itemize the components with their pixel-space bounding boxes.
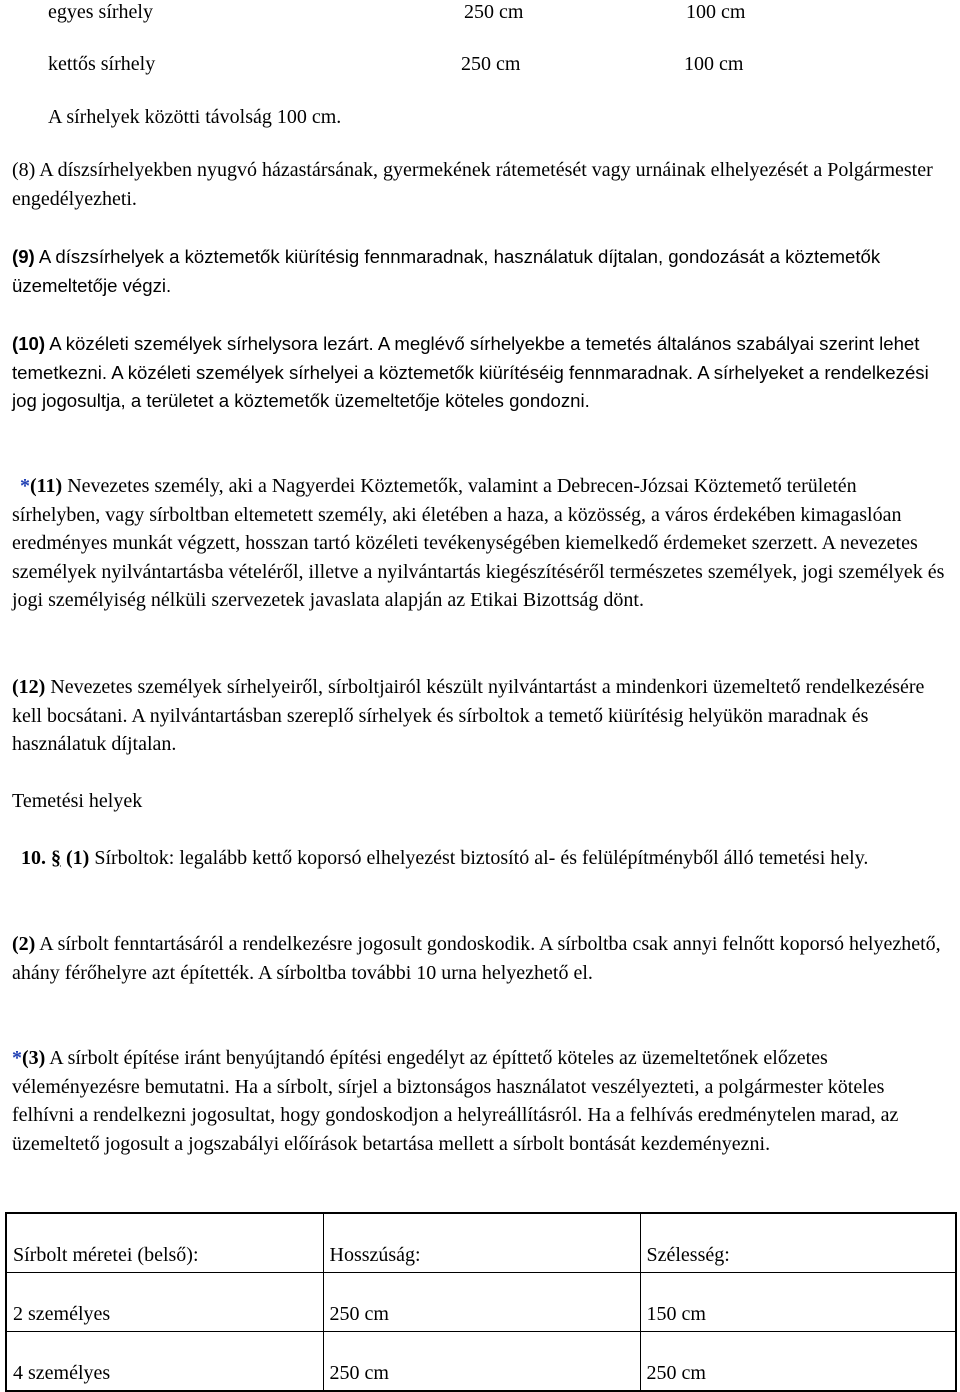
grave-size-row (0, 0, 960, 26)
table-cell: 2 személyes (6, 1273, 323, 1332)
table-row (6, 1332, 956, 1392)
paragraph-text: A sírbolt építése iránt benyújtandó építési engedélyt az építtető köteles az üzemeltetőnek előzetes véleményezésre bemutatni. Ha a sírbolt, sírjel a biztonságos használatot veszélyezteti, a polgármester köteles felhívni a rendelkezni jogosultat, hogy gondoskodjon a helyreállításról. Ha a felhívás eredménytelen marad, az üzemeltető jogosult a jogszabályi előírások betartása mellett a sírbolt bontását kezdeményezni. (12, 1047, 899, 1155)
section-10-paragraph-3 (12, 1044, 947, 1158)
paragraph-number: (1) (66, 847, 90, 869)
grave-type: kettős sírhely (48, 53, 156, 75)
amendment-asterisk: * (20, 475, 30, 497)
table-row (6, 1273, 956, 1332)
table-cell: 250 cm (323, 1273, 640, 1332)
paragraph-text: A sírbolt fenntartásáról a rendelkezésre jogosult gondoskodik. A sírboltba csak annyi felnőtt koporsó helyezhető, ahány férőhelyre azt építették. A sírboltba további 10 urna helyezhető el. (12, 933, 941, 984)
paragraph-text: A díszsírhelyekben nyugvó házastársának, gyermekének rátemetését vagy urnáinak elhelyezését a Polgármester engedélyezheti. (12, 159, 933, 210)
grave-length: 250 cm (464, 1, 524, 23)
grave-size-row (0, 50, 960, 78)
grave-width: 100 cm (686, 1, 746, 23)
paragraph-text: A közéleti személyek sírhelysora lezárt. A meglévő sírhelyekbe a temetés általános szabályai szerint lehet temetkezni. A közéleti személyek sírhelyei a köztemetők kiürítéséig fennmaradnak. A sírhelyeket a rendelkezési jog jogosultja, a területet a köztemetők üzemeltetője köteles gondozni. (12, 333, 929, 412)
paragraph-number: (8) (12, 159, 36, 181)
spacing-note: A sírhelyek közötti távolság 100 cm. (48, 106, 342, 128)
paragraph-text: Sírboltok: legalább kettő koporsó elhelyezést biztosító al- és felülépítményből álló temetési hely. (89, 847, 869, 869)
crypt-dimensions-table (5, 1212, 957, 1392)
amendment-asterisk: * (12, 1047, 22, 1069)
paragraph-12 (12, 673, 947, 759)
table-header-cell: Hosszúság: (323, 1213, 640, 1273)
section-number: 10. (21, 847, 46, 869)
table-header-cell: Szélesség: (640, 1213, 956, 1273)
paragraph-number: (2) (12, 933, 36, 955)
paragraph-8 (12, 156, 947, 213)
paragraph-9 (12, 243, 947, 300)
paragraph-number: (10) (12, 333, 46, 354)
grave-length: 250 cm (461, 53, 521, 75)
table-header-cell: Sírbolt méretei (belső): (6, 1213, 323, 1273)
section-heading: Temetési helyek (12, 790, 143, 812)
table-cell: 150 cm (640, 1273, 956, 1332)
paragraph-text: A díszsírhelyek a köztemetők kiürítésig fennmaradnak, használatuk díjtalan, gondozását a köztemetők üzemeltetője végzi. (12, 246, 881, 296)
paragraph-11 (12, 472, 947, 615)
table-cell: 250 cm (640, 1332, 956, 1392)
paragraph-text: Nevezetes személyek sírhelyeiről, sírboltjairól készült nyilvántartást a mindenkori üzemeltető rendelkezésére kell bocsátani. A nyilvántartásban szereplő sírhelyek és sírboltok a temető kiürítésig helyükön maradnak és használatuk díjtalan. (12, 676, 925, 756)
table-header-row (6, 1213, 956, 1273)
grave-width: 100 cm (684, 53, 744, 75)
table-cell: 4 személyes (6, 1332, 323, 1392)
paragraph-number: (12) (12, 676, 46, 698)
grave-type: egyes sírhely (48, 1, 153, 23)
section-10-paragraph-1 (12, 844, 947, 873)
paragraph-number: (11) (30, 475, 63, 497)
paragraph-number: (3) (22, 1047, 46, 1069)
table-cell: 250 cm (323, 1332, 640, 1392)
section-10-paragraph-2 (12, 930, 947, 987)
paragraph-10 (12, 330, 947, 416)
section-sign: § (51, 847, 61, 869)
paragraph-number: (9) (12, 246, 35, 267)
paragraph-text: Nevezetes személy, aki a Nagyerdei Köztemetők, valamint a Debrecen-Józsai Köztemető területén sírhelyben, vagy sírboltban eltemetett személy, aki életében a haza, a közösség, a város érdekében kimagaslóan eredményes munkát végzett, hosszan tartó közéleti tevékenységében kiemelkedő érdemeket szerzett. A nevezetes személyek nyilvántartásba vételéről, illetve a nyilvántartás kiegészítéséről természetes személyek, jogi személyek és jogi személyiség nélküli szervezetek javaslata alapján az Etikai Bizottság dönt. (12, 475, 945, 612)
